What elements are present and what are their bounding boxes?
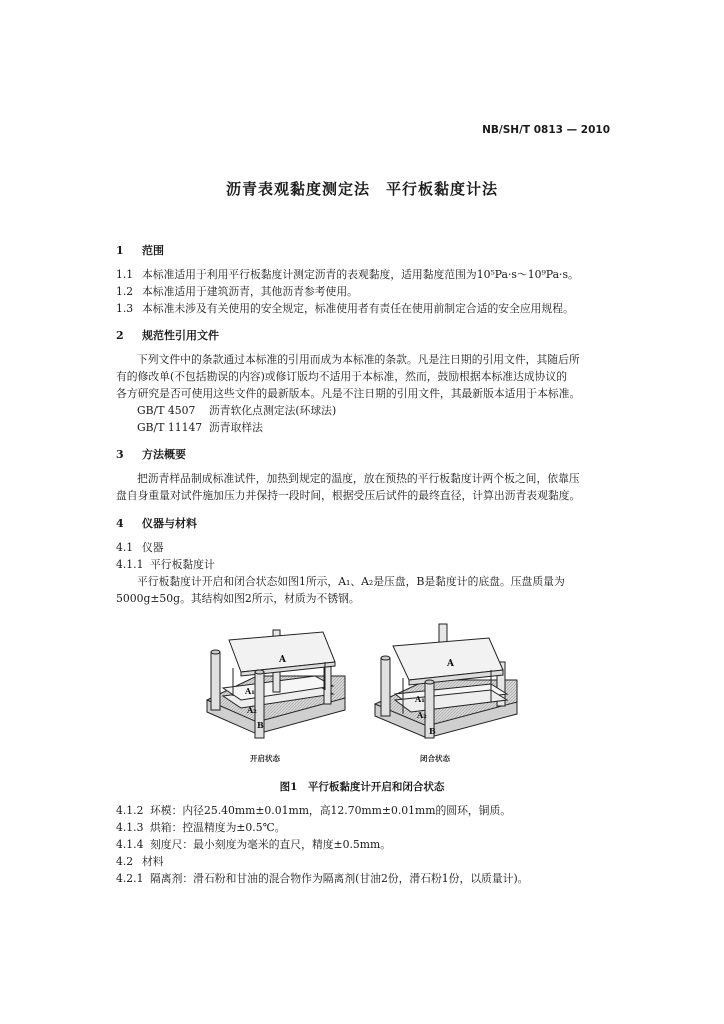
clause-text: 刻度尺：最小刻度为毫米的直尺，精度±0.5mm。 bbox=[150, 838, 392, 851]
clause-text: 仪器 bbox=[142, 541, 164, 554]
section-4-heading bbox=[116, 515, 197, 531]
closed-state-drawing bbox=[375, 624, 517, 738]
caption-open-state: 开启状态 bbox=[250, 754, 280, 763]
reference-code: GB/T 4507 bbox=[137, 404, 196, 417]
reference-name: 沥青软化点测定法(环球法) bbox=[209, 404, 337, 417]
section-number: 2 bbox=[116, 329, 124, 342]
clause-4-1-1 bbox=[116, 557, 215, 572]
section-1-heading bbox=[116, 242, 164, 258]
page-title: 沥青表观黏度测定法 平行板黏度计法 bbox=[225, 180, 498, 198]
section-number: 4 bbox=[116, 517, 124, 530]
clause-number: 4.1.4 bbox=[116, 838, 144, 851]
clause-4-1-4 bbox=[116, 837, 391, 852]
label-a1-open: A₁ bbox=[245, 686, 255, 696]
label-a2-closed: A₂ bbox=[417, 710, 427, 720]
paragraph-line: 有的修改单(不包括勘误的内容)或修订版均不适用于本标准，然而，鼓励根据本标准达成协议的 bbox=[116, 370, 568, 383]
label-b-closed: B bbox=[429, 726, 436, 736]
label-a1-closed: A₁ bbox=[415, 694, 425, 704]
paragraph-line: 盘自身重量对试件施加压力并保持一段时间，根据受压后试件的最终直径，计算出沥青表观黏度。 bbox=[116, 489, 581, 502]
clause-1-2 bbox=[116, 284, 358, 299]
reference-gbt4507 bbox=[137, 403, 336, 418]
paragraph-line: 平行板黏度计开启和闭合状态如图1所示，A₁、A₂是压盘，B是黏度计的底盘。压盘质量为 bbox=[137, 575, 565, 588]
section-2-heading bbox=[116, 327, 219, 343]
section-title: 范围 bbox=[142, 244, 164, 257]
section-title: 方法概要 bbox=[142, 448, 186, 461]
paragraph-line: 5000g±50g。其结构如图2所示，材质为不锈钢。 bbox=[116, 592, 360, 605]
open-state-drawing bbox=[207, 630, 345, 738]
label-a2-open: A₂ bbox=[247, 705, 257, 715]
clause-text: 环模：内径25.40mm±0.01mm，高12.70mm±0.01mm的圆环，铜质。 bbox=[150, 804, 512, 817]
clause-text: 平行板黏度计 bbox=[150, 558, 215, 571]
clause-number: 4.2 bbox=[116, 855, 134, 868]
clause-1-1 bbox=[116, 267, 579, 282]
label-a-open: A bbox=[279, 655, 286, 665]
clause-number: 1.3 bbox=[116, 302, 134, 315]
clause-number: 4.2.1 bbox=[116, 872, 144, 885]
clause-number: 4.1.1 bbox=[116, 558, 144, 571]
paragraph-line: 把沥青样品制成标准试件，加热到规定的温度，放在预热的平行板黏度计两个板之间，依靠压 bbox=[137, 472, 580, 485]
clause-number: 4.1.3 bbox=[116, 821, 144, 834]
clause-text: 本标准未涉及有关使用的安全规定，标准使用者有责任在使用前制定合适的安全应用规程。 bbox=[142, 302, 574, 315]
paragraph-line: 各方研究是否可使用这些文件的最新版本。凡是不注日期的引用文件，其最新版本适用于本标准。 bbox=[116, 387, 581, 400]
label-a-closed: A bbox=[447, 659, 454, 669]
section-number: 1 bbox=[116, 244, 124, 257]
figure-1-diagram bbox=[195, 618, 535, 778]
clause-number: 4.1 bbox=[116, 541, 134, 554]
clause-text: 材料 bbox=[142, 855, 164, 868]
clause-4-2 bbox=[116, 854, 164, 869]
clause-1-3 bbox=[116, 301, 574, 316]
clause-number: 1.2 bbox=[116, 285, 134, 298]
standard-number: NB/SH/T 0813 — 2010 bbox=[482, 124, 610, 136]
clause-4-1-3 bbox=[116, 820, 285, 835]
clause-number: 1.1 bbox=[116, 268, 134, 281]
caption-closed-state: 闭合状态 bbox=[420, 754, 450, 763]
reference-name: 沥青取样法 bbox=[209, 421, 263, 434]
section-title: 规范性引用文件 bbox=[142, 329, 219, 342]
section-3-heading bbox=[116, 446, 186, 462]
reference-code: GB/T 11147 bbox=[137, 421, 203, 434]
clause-4-1-2 bbox=[116, 803, 511, 818]
clause-text: 本标准适用于建筑沥青，其他沥青参考使用。 bbox=[142, 285, 358, 298]
section-title: 仪器与材料 bbox=[142, 517, 197, 530]
clause-number: 4.1.2 bbox=[116, 804, 144, 817]
paragraph-line: 下列文件中的条款通过本标准的引用而成为本标准的条款。凡是注日期的引用文件，其随后所 bbox=[137, 353, 580, 366]
label-b-open: B bbox=[257, 720, 264, 730]
clause-4-2-1 bbox=[116, 871, 528, 886]
clause-text: 烘箱：控温精度为±0.5℃。 bbox=[150, 821, 286, 834]
section-number: 3 bbox=[116, 448, 124, 461]
figure-1-caption: 图1 平行板黏度计开启和闭合状态 bbox=[279, 781, 445, 793]
reference-gbt11147 bbox=[137, 420, 263, 435]
clause-text: 本标准适用于利用平行板黏度计测定沥青的表观黏度，适用黏度范围为10⁵Pa·s～10⁹Pa·s。 bbox=[142, 268, 579, 281]
clause-4-1 bbox=[116, 540, 164, 555]
clause-text: 隔离剂：滑石粉和甘油的混合物作为隔离剂(甘油2份，滑石粉1份，以质量计)。 bbox=[150, 872, 529, 885]
